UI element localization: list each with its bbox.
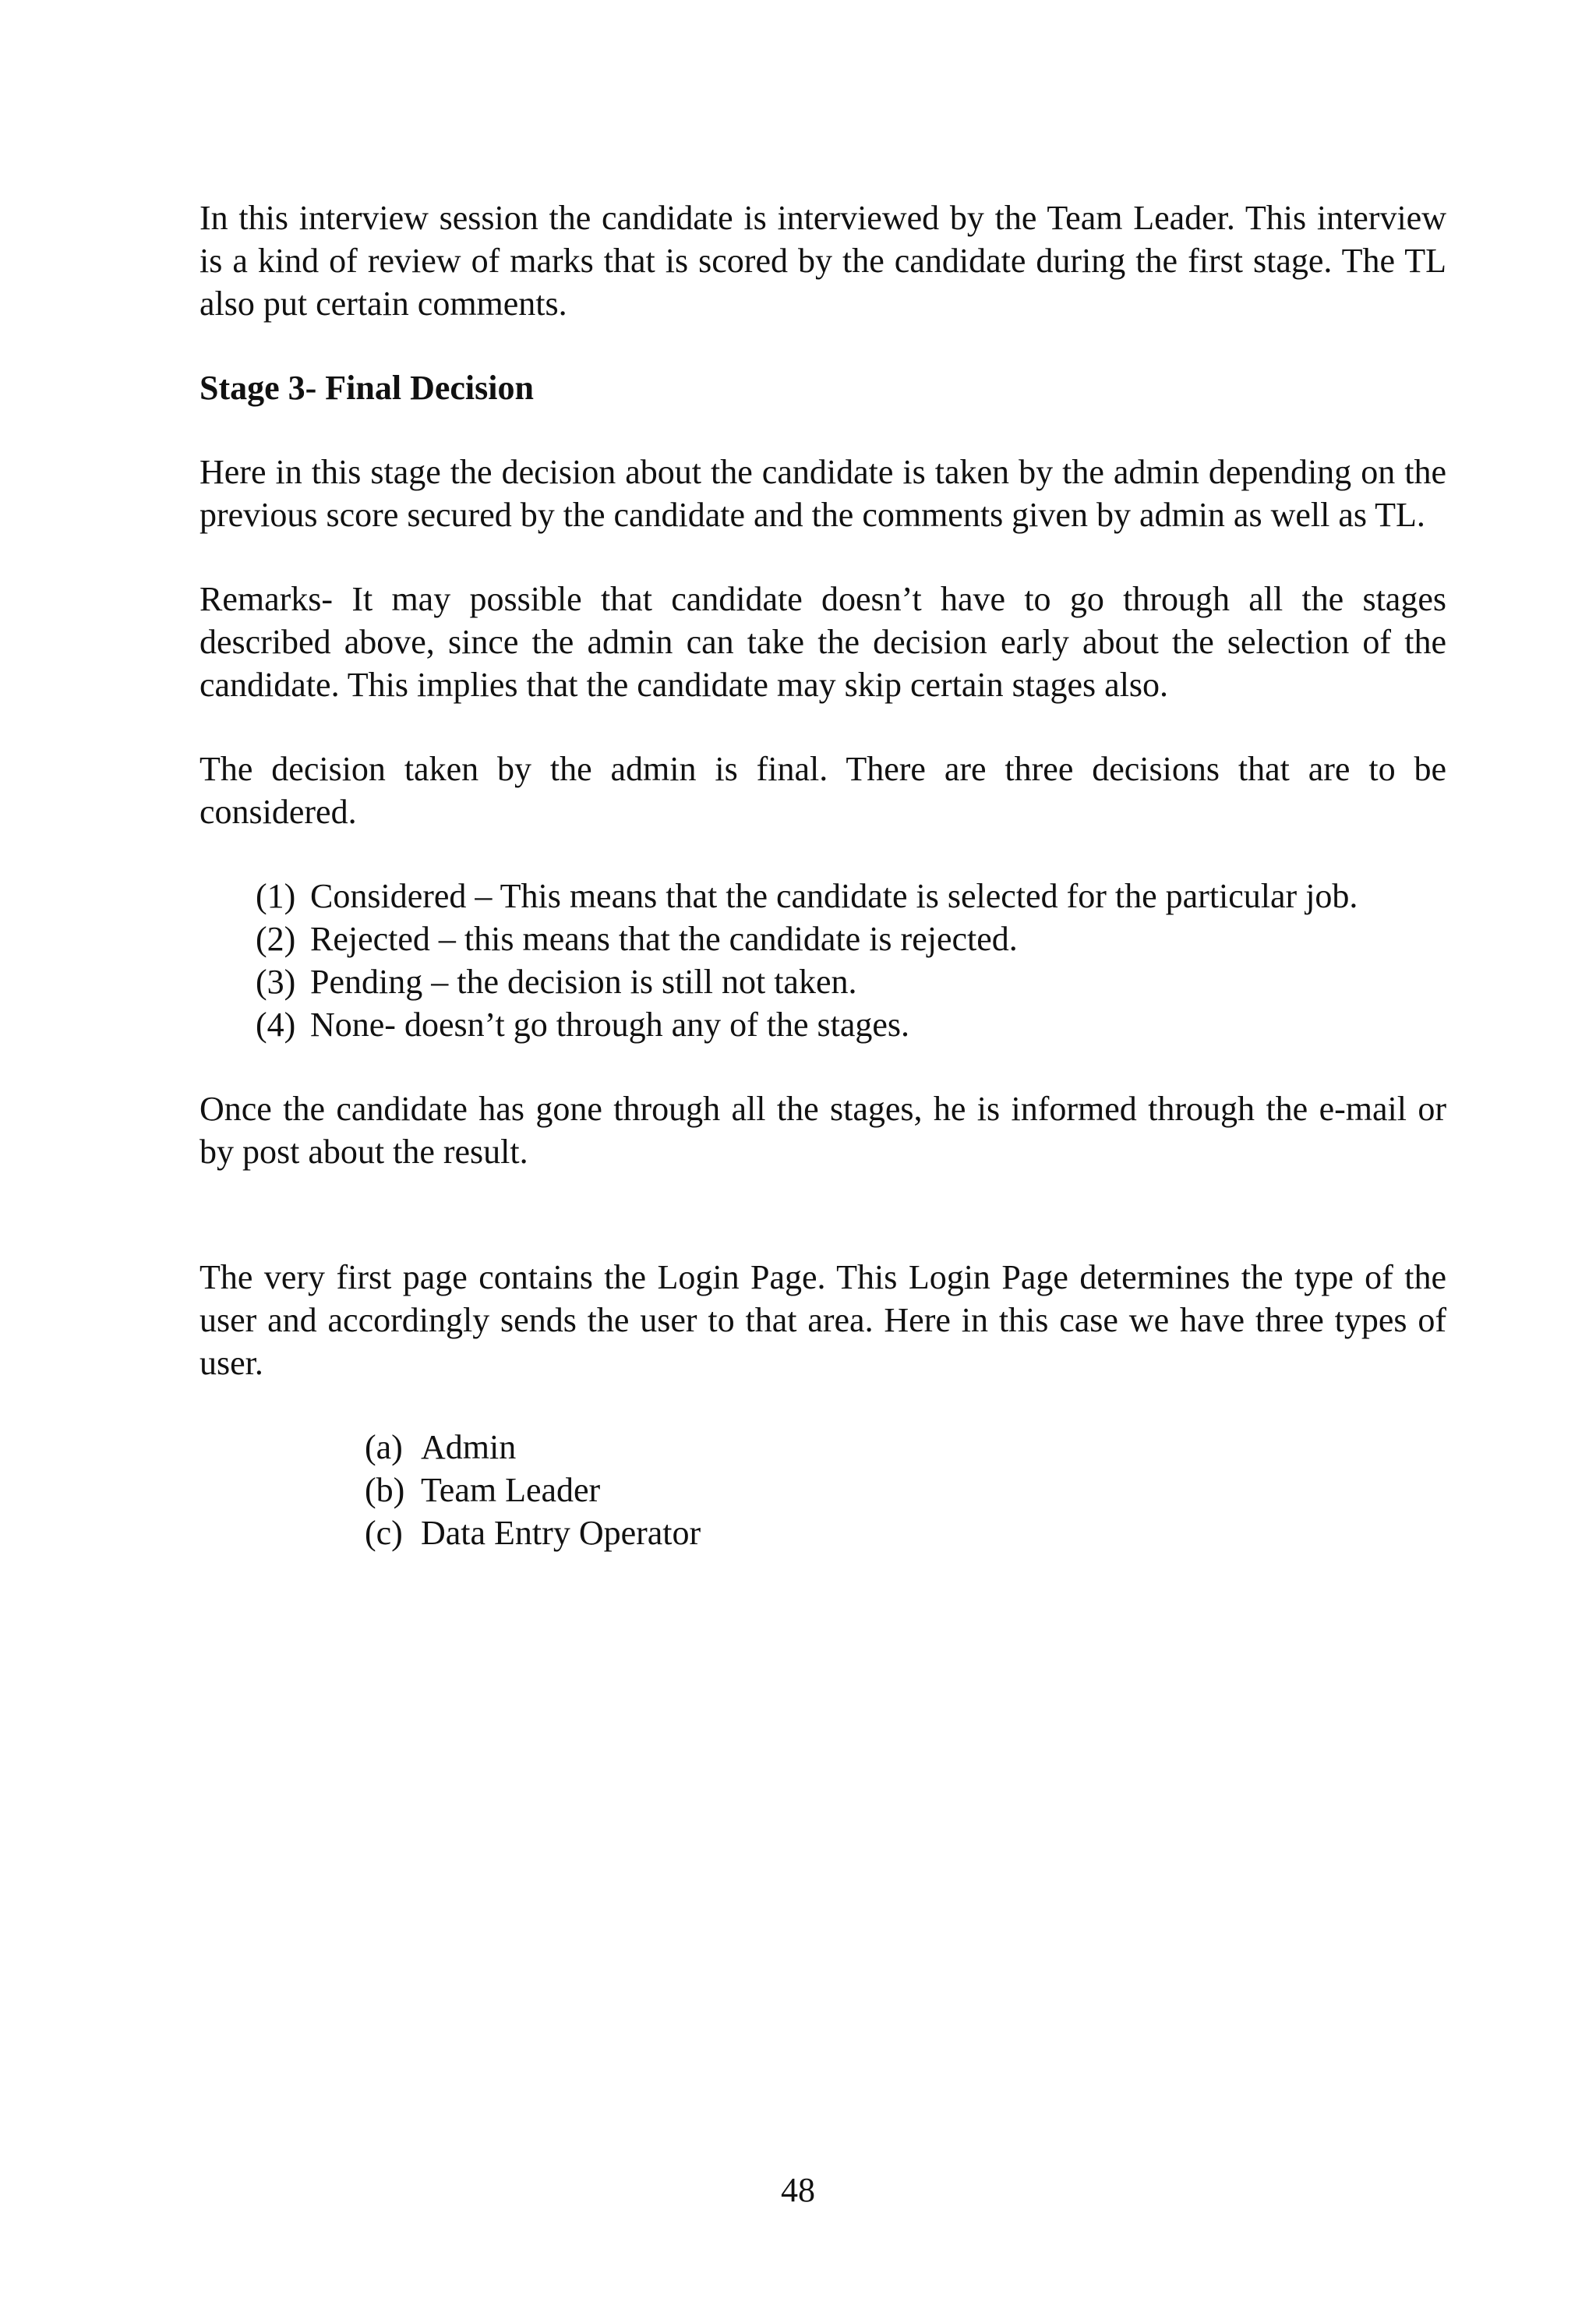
- stage-3-heading: Stage 3- Final Decision: [200, 369, 534, 407]
- list-marker: (3): [256, 963, 296, 1001]
- list-item: [256, 960, 1446, 1003]
- list-marker: (a): [365, 1428, 403, 1466]
- page-number: 48: [781, 2171, 815, 2209]
- list-item: [256, 917, 1446, 960]
- list-marker: (4): [256, 1006, 296, 1044]
- stage-3-paragraph: Here in this stage the decision about the candidate is taken by the admin depending on the previous score secured by the candidate and the comments given by admin as well as TL.: [200, 453, 1446, 534]
- list-item: [365, 1426, 1446, 1469]
- list-item-text: Team Leader: [421, 1471, 601, 1509]
- list-marker: (2): [256, 920, 296, 958]
- document-page: [200, 196, 1446, 1554]
- list-marker: (c): [365, 1514, 403, 1552]
- list-item: [365, 1511, 1446, 1554]
- intro-paragraph: In this interview session the candidate is interviewed by the Team Leader. This interview is a kind of review of marks that is scored by the candidate during the first stage. The TL also put certain comments.: [200, 199, 1446, 323]
- list-marker: (b): [365, 1471, 405, 1509]
- decision-list: [200, 875, 1446, 1046]
- list-item: [256, 1003, 1446, 1046]
- remarks-paragraph: Remarks- It may possible that candidate doesn’t have to go through all the stages described above, since the admin can take the decision early about the selection of the candidate. This implies that the candidate may skip certain stages also.: [200, 580, 1446, 704]
- list-item-text: Considered – This means that the candidate is selected for the particular job.: [310, 877, 1358, 915]
- list-marker: (1): [256, 877, 296, 915]
- user-type-list: [200, 1426, 1446, 1554]
- list-item-text: Rejected – this means that the candidate is rejected.: [310, 920, 1018, 958]
- list-item: [256, 875, 1446, 917]
- result-info-paragraph: Once the candidate has gone through all the stages, he is informed through the e-mail or by post about the result.: [200, 1090, 1446, 1171]
- list-item: [365, 1469, 1446, 1511]
- login-intro-paragraph: The very first page contains the Login Page. This Login Page determines the type of the user and accordingly sends the user to that area. Here in this case we have three types of user.: [200, 1258, 1446, 1382]
- list-item-text: Data Entry Operator: [421, 1514, 701, 1552]
- list-item-text: None- doesn’t go through any of the stages.: [310, 1006, 910, 1044]
- decision-intro-paragraph: The decision taken by the admin is final. There are three decisions that are to be considered.: [200, 750, 1446, 831]
- list-item-text: Pending – the decision is still not taken.: [310, 963, 857, 1001]
- list-item-text: Admin: [421, 1428, 517, 1466]
